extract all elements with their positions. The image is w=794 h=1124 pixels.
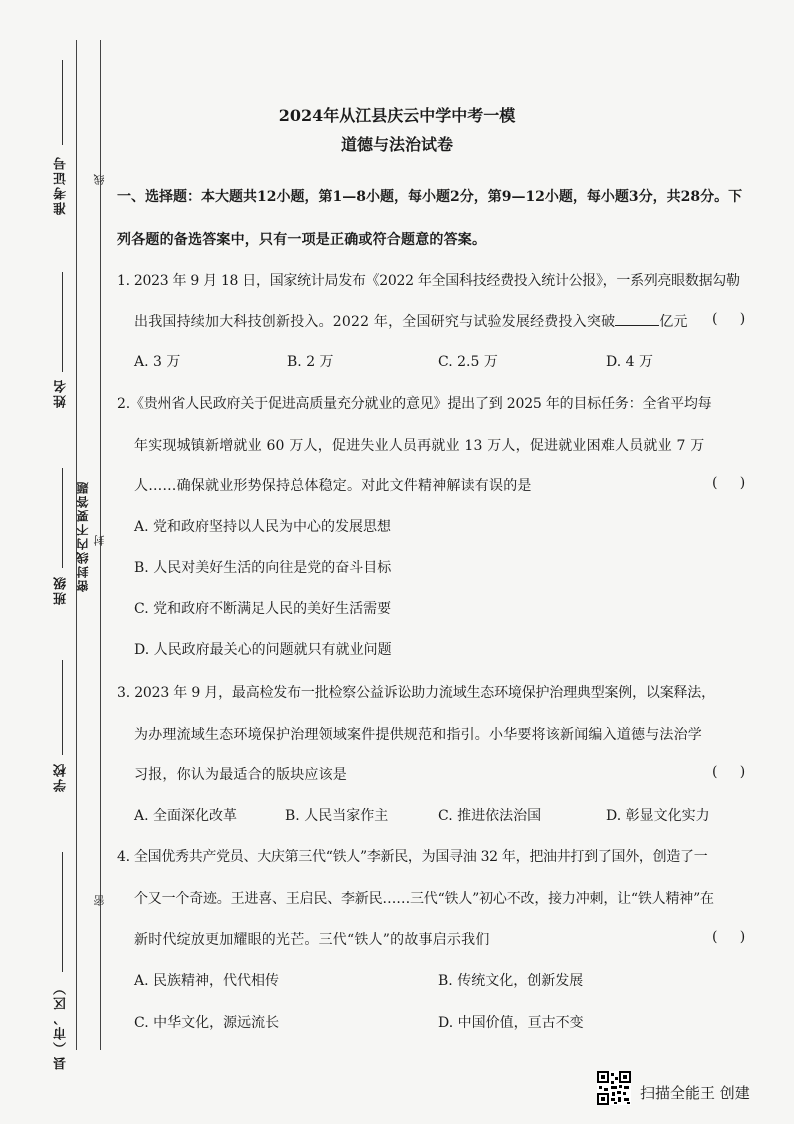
question-1-option-c[interactable]: C. 2.5 万 (438, 354, 498, 370)
question-2-line-1: 2.《贵州省人民政府关于促进高质量充分就业的意见》提出了到 2025 年的目标任务：全省平均每 (117, 396, 712, 412)
section-instruction-line-2: 列各题的备选答案中，只有一项是正确或符合题意的答案。 (117, 232, 487, 248)
exam-subtitle: 道德与法治试卷 (340, 135, 453, 154)
seal-char-seal: 封 (93, 533, 106, 546)
question-3-answer-paren[interactable]: ( ) (712, 764, 746, 780)
question-1-option-a[interactable]: A. 3 万 (134, 354, 181, 370)
question-4-option-a[interactable]: A. 民族精神，代代相传 (134, 973, 280, 989)
question-3-option-b[interactable]: B. 人民当家作主 (285, 808, 389, 824)
question-4-line-2: 个又一个奇迹。王进喜、王启民、李新民……三代“铁人”初心不改，接力冲刺，让“铁人精神”在 (134, 891, 714, 907)
answer-blank[interactable] (615, 313, 659, 326)
question-2-option-c[interactable]: C. 党和政府不断满足人民的美好生活需要 (134, 601, 392, 617)
question-1-option-b[interactable]: B. 2 万 (287, 354, 334, 370)
answer-line-county (62, 852, 63, 972)
section-instruction-line-1: 一、选择题：本大题共12小题，第1—8小题，每小题2分，第9—12小题，每小题3分，共28分。下 (117, 189, 743, 205)
seal-char-line: 线 (93, 172, 106, 185)
question-1-stem: 出我国持续加大科技创新投入。2022 年，全国研究与试验发展经费投入突破 (134, 314, 616, 330)
question-3-line-1: 3. 2023 年 9 月，最高检发布一批检察公益诉讼助力流域生态环境保护治理典型案例，以案释法， (117, 685, 715, 701)
question-3-line-2: 为办理流域生态环境保护治理领域案件提供规范和指引。小华要将该新闻编入道德与法治学 (134, 727, 702, 743)
question-1-unit: 亿元 (659, 314, 688, 330)
answer-line-class (62, 468, 63, 568)
question-3-option-c[interactable]: C. 推进依法治国 (438, 808, 542, 824)
answer-line-name (62, 272, 63, 372)
question-4-option-b[interactable]: B. 传统文化，创新发展 (438, 973, 584, 989)
question-2-option-d[interactable]: D. 人民政府最关心的问题就只有就业问题 (134, 642, 392, 658)
qr-code-icon (597, 1071, 631, 1105)
scanner-watermark-text: 扫描全能王 创建 (640, 1084, 750, 1102)
label-class: 班级 (54, 575, 69, 605)
question-2-option-a[interactable]: A. 党和政府坚持以人民为中心的发展思想 (134, 519, 392, 535)
question-1-line-1: 1. 2023 年 9 月 18 日，国家统计局发布《2022 年全国科技经费投入统计公报》，一系列亮眼数据勾勒 (117, 273, 740, 289)
label-name: 姓名 (54, 378, 69, 408)
question-4-line-3: 新时代绽放更加耀眼的光芒。三代“铁人”的故事启示我们 (134, 932, 490, 948)
question-4-option-c[interactable]: C. 中华文化，源远流长 (134, 1015, 280, 1031)
question-2-line-2: 年实现城镇新增就业 60 万人，促进失业人员再就业 13 万人，促进就业困难人员就业 7 万 (134, 438, 705, 454)
label-county: 县（市、区） (54, 980, 69, 1070)
question-4-option-d[interactable]: D. 中国价值，亘古不变 (438, 1015, 584, 1031)
label-exam-number: 准考证号 (54, 155, 69, 215)
seal-char-dense: 密 (93, 893, 106, 906)
answer-line-school (62, 660, 63, 755)
question-3-line-3: 习报，你认为最适合的版块应该是 (134, 767, 347, 783)
exam-title: 2024年从江县庆云中学中考一模 (278, 106, 516, 125)
question-2-option-b[interactable]: B. 人民对美好生活的向往是党的奋斗目标 (134, 560, 392, 576)
question-3-option-a[interactable]: A. 全面深化改革 (134, 808, 238, 824)
question-4-answer-paren[interactable]: ( ) (712, 929, 746, 945)
question-3-option-d[interactable]: D. 彰显文化实力 (606, 808, 710, 824)
label-school: 学校 (54, 762, 69, 792)
question-2-answer-paren[interactable]: ( ) (712, 475, 746, 491)
seal-line-notice: 密封线内不要答题 (76, 480, 90, 592)
question-4-line-1: 4. 全国优秀共产党员、大庆第三代“铁人”李新民，为国寻油 32 年，把油井打到了国外，创造了一 (117, 849, 708, 865)
question-1-line-2 (134, 311, 688, 331)
question-1-answer-paren[interactable]: ( ) (712, 311, 746, 327)
question-1-option-d[interactable]: D. 4 万 (606, 354, 653, 370)
question-2-line-3: 人……确保就业形势保持总体稳定。对此文件精神解读有误的是 (134, 478, 532, 494)
